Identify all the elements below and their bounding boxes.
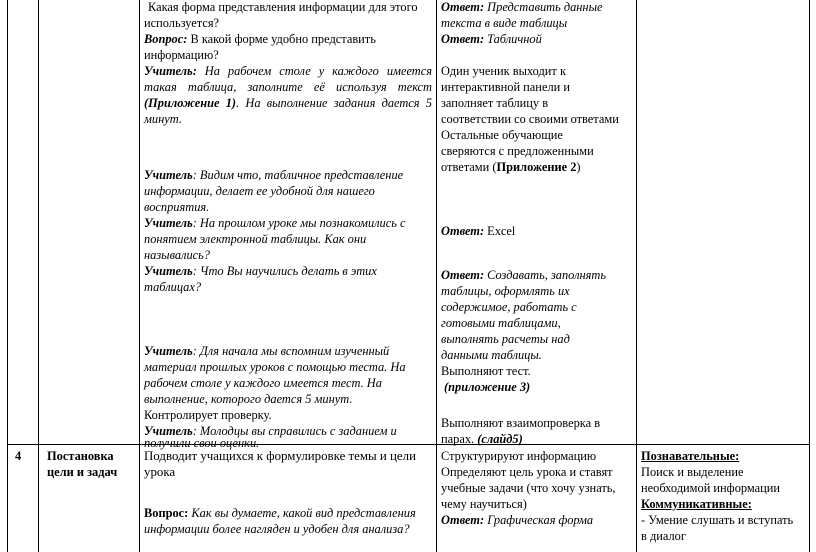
student-line: соответствии со своими ответами xyxy=(441,112,619,126)
student-task-line3: учебные задачи (что хочу узнать, xyxy=(441,481,616,495)
teacher-line: получили свои оценки. xyxy=(144,436,260,450)
teacher-line: назывались? xyxy=(144,248,210,262)
uud-comm-text2: в диалог xyxy=(641,529,686,543)
student-line: Ответ: Создавать, заполнять xyxy=(441,268,606,282)
grid-line xyxy=(7,0,8,552)
uud-cognitive-text1: Поиск и выделение xyxy=(641,465,744,479)
student-answer-text: Графическая форма xyxy=(487,513,594,527)
teacher-line: Учитель: На рабочем столе у каждого имеется xyxy=(144,64,432,78)
student-line: текста в виде таблицы xyxy=(441,16,568,30)
student-line: (приложение 3) xyxy=(444,380,531,394)
student-task-line2: Определяют цель урока и ставят xyxy=(441,465,613,479)
student-line: таблицы, оформлять их xyxy=(441,284,570,298)
teacher-line: такая таблица, заполните её используя текст xyxy=(144,80,432,94)
student-answer-label: Ответ: xyxy=(441,513,485,527)
question-text-2: информации более нагляден и удобен для анализа? xyxy=(144,522,410,536)
teacher-line: Какая форма представления информации для этого xyxy=(148,0,418,14)
uud-comm-label: Коммуникативные: xyxy=(641,497,752,511)
student-line: выполнять расчеты над xyxy=(441,332,570,346)
student-line: сверяются с предложенными xyxy=(441,144,594,158)
teacher-line: Вопрос: В какой форме удобно представить xyxy=(144,32,376,46)
teacher-line: Учитель: Что Вы научились делать в этих xyxy=(144,264,377,278)
row-number: 4 xyxy=(15,449,22,463)
teacher-line: информацию? xyxy=(144,48,219,62)
teacher-line: Учитель: Молодцы вы справились с заданием и xyxy=(144,424,397,438)
grid-line xyxy=(809,0,810,552)
stage-title-line2: цели и задач xyxy=(47,465,118,479)
teacher-line: используется? xyxy=(144,16,220,30)
teacher-line: рабочем столе у каждого имеется тест. На xyxy=(144,376,382,390)
teacher-line: Контролирует проверку. xyxy=(144,408,272,422)
teacher-line: выполнение, которого дается 5 минут. xyxy=(144,392,353,406)
question-text-1: Как вы думаете, какой вид представления xyxy=(191,506,416,520)
uud-cognitive-label: Познавательные: xyxy=(641,449,740,463)
teacher-line: материал прошлых уроков с помощью теста. На xyxy=(144,360,406,374)
student-line: Один ученик выходит к xyxy=(441,64,566,78)
teacher-task-line1: Подводит учащихся к формулировке темы и цели xyxy=(144,449,416,463)
student-line: данными таблицы. xyxy=(441,348,542,362)
teacher-line: Учитель: Для начала мы вспомним изученный xyxy=(144,344,390,358)
student-line: Ответ: Представить данные xyxy=(441,0,603,14)
teacher-line: Учитель: На прошлом уроке мы познакомились с xyxy=(144,216,406,230)
grid-line xyxy=(436,0,437,552)
teacher-line: таблицах? xyxy=(144,280,202,294)
uud-cognitive-text2: необходимой информации xyxy=(641,481,781,495)
student-line: парах. (слайд5) xyxy=(441,432,523,446)
question-line1 xyxy=(144,506,416,520)
student-line: Ответ: Табличной xyxy=(441,32,542,46)
student-line: содержимое, работать с xyxy=(441,300,577,314)
student-task-line4: чему научиться) xyxy=(441,497,527,511)
student-line: Выполняют тест. xyxy=(441,364,531,378)
teacher-line: информации, делает ее удобной для нашего xyxy=(144,184,375,198)
teacher-line: понятием электронной таблицы. Как они xyxy=(144,232,367,246)
student-line: Выполняют взаимопроверка в xyxy=(441,416,601,430)
student-line: Ответ: Excel xyxy=(441,224,516,238)
stage-title-line1: Постановка xyxy=(47,449,114,463)
teacher-task-line2: урока xyxy=(144,465,176,479)
question-label: Вопрос: xyxy=(144,506,189,520)
teacher-line: минут. xyxy=(144,112,182,126)
teacher-line: восприятия. xyxy=(144,200,210,214)
student-answer xyxy=(441,513,593,527)
teacher-line: Учитель: Видим что, табличное представление xyxy=(144,168,404,182)
student-line: ответами (Приложение 2) xyxy=(441,160,581,174)
grid-line xyxy=(636,0,637,552)
grid-line xyxy=(38,0,39,552)
student-line: интерактивной панели и xyxy=(441,80,570,94)
question-line2 xyxy=(144,522,410,536)
student-line: готовыми таблицами, xyxy=(441,316,561,330)
student-task-line1: Структурируют информацию xyxy=(441,449,597,463)
student-line: заполняет таблицу в xyxy=(441,96,549,110)
teacher-line: (Приложение 1). На выполнение задания дается 5 xyxy=(144,96,432,110)
grid-line xyxy=(139,0,140,552)
uud-comm-text1: - Умение слушать и вступать xyxy=(641,513,794,527)
grid-line xyxy=(7,444,810,445)
student-line: Остальные обучающие xyxy=(441,128,563,142)
